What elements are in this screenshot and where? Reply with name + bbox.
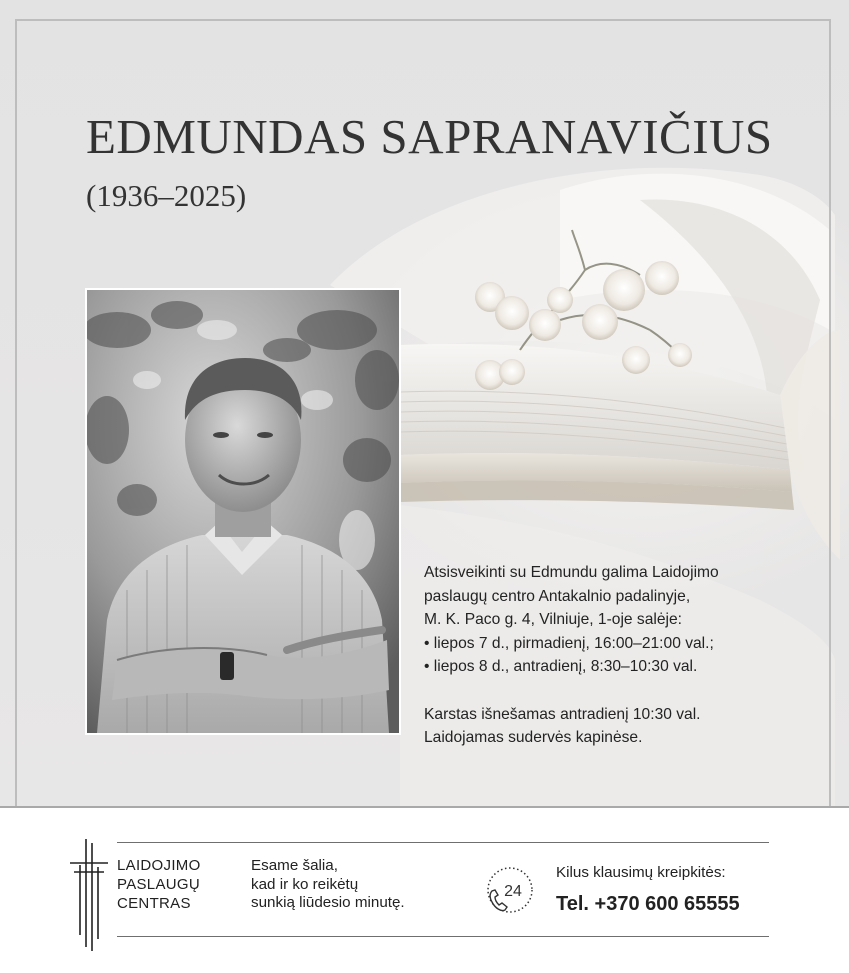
life-years: (1936–2025) bbox=[86, 178, 247, 213]
company-tagline bbox=[251, 857, 405, 913]
info-line: Atsisveikinti su Edmundu galima Laidojimo bbox=[424, 564, 719, 581]
portrait-photo bbox=[85, 288, 401, 735]
contact-phone-number[interactable]: Tel. +370 600 65555 bbox=[556, 893, 740, 915]
logo-line: CENTRAS bbox=[117, 895, 191, 912]
tagline-line: kad ir ko reikėtų bbox=[251, 875, 359, 893]
info-line: • liepos 8 d., antradienį, 8:30–10:30 val. bbox=[424, 658, 698, 675]
contact-label: Kilus klausimų kreipkitės: bbox=[556, 864, 726, 881]
logo-line: LAIDOJIMO bbox=[117, 857, 201, 874]
footer-bottom-rule bbox=[117, 936, 769, 937]
tagline-line: sunkią liūdesio minutę. bbox=[251, 894, 405, 911]
tagline-line: Esame šalia, bbox=[251, 857, 338, 874]
info-line: paslaugų centro Antakalnio padalinyje, bbox=[424, 587, 691, 605]
service-information bbox=[424, 561, 824, 750]
info-line: Karstas išnešamas antradienį 10:30 val. bbox=[424, 705, 701, 723]
company-logo-text bbox=[117, 856, 201, 913]
cross-icon bbox=[68, 839, 108, 951]
info-line: Laidojamas sudervės kapinėse. bbox=[424, 729, 643, 746]
footer-top-rule bbox=[117, 842, 769, 843]
info-line: • liepos 7 d., pirmadienį, 16:00–21:00 val.; bbox=[424, 634, 714, 652]
info-line: M. K. Paco g. 4, Vilniuje, 1-oje salėje: bbox=[424, 611, 683, 628]
phone-24-icon bbox=[483, 864, 537, 918]
logo-line: PASLAUGŲ bbox=[117, 876, 200, 893]
deceased-name: EDMUNDAS SAPRANAVIČIUS bbox=[86, 109, 773, 164]
phone-icon-label: 24 bbox=[504, 883, 522, 900]
